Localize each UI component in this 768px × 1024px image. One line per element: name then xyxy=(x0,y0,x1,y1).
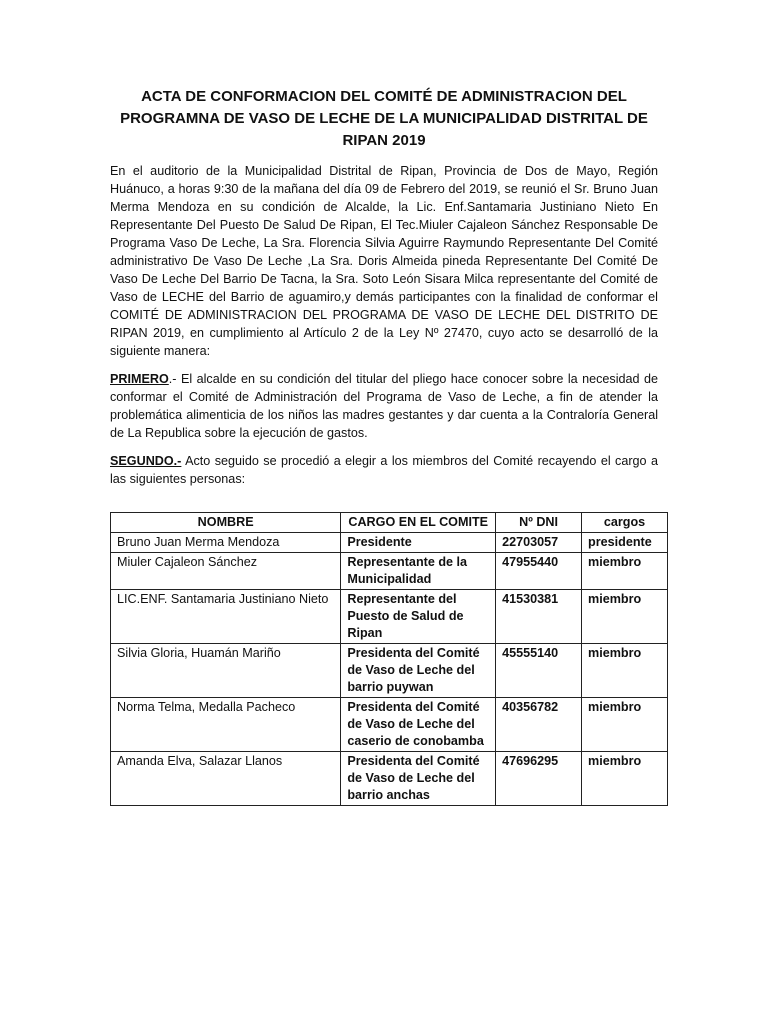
cell-dni: 40356782 xyxy=(496,698,582,752)
cell-nombre: Bruno Juan Merma Mendoza xyxy=(111,533,341,553)
cell-cargo: miembro xyxy=(582,752,668,806)
cell-cargo: presidente xyxy=(582,533,668,553)
document-body xyxy=(110,162,658,498)
cell-cargo-comite: Presidenta del Comité de Vaso de Leche del barrio puywan xyxy=(341,644,496,698)
cell-cargo-comite: Presidenta del Comité de Vaso de Leche del caserio de conobamba xyxy=(341,698,496,752)
cell-cargo-comite: Presidenta del Comité de Vaso de Leche del barrio anchas xyxy=(341,752,496,806)
table-row xyxy=(111,553,668,590)
intro-paragraph: En el auditorio de la Municipalidad Distrital de Ripan, Provincia de Dos de Mayo, Región Huánuco, a horas 9:30 de la mañana del día 09 de Febrero del 2019, se reunió el Sr. Bruno Juan Merma Mendoza en su condición de Alcalde, la Lic. Enf.Santamaria Justiniano Nieto En Representante Del Puesto De Salud De Ripan, El Tec.Miuler Cajaleon Sánchez Responsable De Programa Vaso De Leche, La Sra. Florencia Silvia Aguirre Raymundo Representante Del Comité administrativo De Vaso De Leche ,La Sra. Doris Almeida pineda Representante Del Comité De Vaso De Leche Del Barrio De Tacna, la Sra. Soto León Sisara Milca representante del Comité de Vaso de LECHE del Barrio de aguamiro,y demás participantes con la finalidad de conformar el COMITÉ DE ADMINISTRACION DEL PROGRAMA DE VASO DE LECHE DEL DISTRITO DE RIPAN 2019, en cumplimiento al Artículo 2 de la Ley Nº 27470, cuyo acto se desarrolló de la siguiente manera: xyxy=(110,164,658,358)
table-row xyxy=(111,590,668,644)
cell-dni: 22703057 xyxy=(496,533,582,553)
cell-cargo-comite: Representante del Puesto de Salud de Ripan xyxy=(341,590,496,644)
cell-nombre: Miuler Cajaleon Sánchez xyxy=(111,553,341,590)
segundo-label: SEGUNDO.- xyxy=(110,454,182,468)
cell-dni: 47696295 xyxy=(496,752,582,806)
table-header-row xyxy=(111,513,668,533)
cell-dni: 47955440 xyxy=(496,553,582,590)
cell-cargo: miembro xyxy=(582,553,668,590)
segundo-text: Acto seguido se procedió a elegir a los miembros del Comité recayendo el cargo a las siguientes personas: xyxy=(110,454,658,486)
primero-text: .- El alcalde en su condición del titular del pliego hace conocer sobre la necesidad de conformar el Comité de Administración del Programa de Vaso de Leche, a fin de atender la problemática alimenticia de los niños las madres gestantes y dar cuenta a la Contraloría General de La Republica sobre la ejecución de gastos. xyxy=(110,372,658,440)
table-row xyxy=(111,698,668,752)
document-title: ACTA DE CONFORMACION DEL COMITÉ DE ADMINISTRACION DEL PROGRAMNA DE VASO DE LECHE DE LA MUNICIPALIDAD DISTRITAL DE RIPAN 2019 xyxy=(120,88,648,149)
table-row xyxy=(111,644,668,698)
cell-nombre: Amanda Elva, Salazar Llanos xyxy=(111,752,341,806)
header-cargo-comite: CARGO EN EL COMITE xyxy=(341,513,496,533)
cell-cargo-comite: Presidente xyxy=(341,533,496,553)
table-row xyxy=(111,533,668,553)
cell-cargo: miembro xyxy=(582,590,668,644)
header-cargos: cargos xyxy=(582,513,668,533)
table-row xyxy=(111,752,668,806)
primero-paragraph xyxy=(110,370,658,442)
header-dni: Nº DNI xyxy=(496,513,582,533)
cell-cargo: miembro xyxy=(582,698,668,752)
members-table xyxy=(110,512,668,806)
cell-nombre: Silvia Gloria, Huamán Mariño xyxy=(111,644,341,698)
cell-nombre: Norma Telma, Medalla Pacheco xyxy=(111,698,341,752)
header-nombre: NOMBRE xyxy=(111,513,341,533)
cell-dni: 41530381 xyxy=(496,590,582,644)
primero-label: PRIMERO xyxy=(110,372,169,386)
cell-cargo-comite: Representante de la Municipalidad xyxy=(341,553,496,590)
cell-dni: 45555140 xyxy=(496,644,582,698)
segundo-paragraph xyxy=(110,452,658,488)
cell-nombre: LIC.ENF. Santamaria Justiniano Nieto xyxy=(111,590,341,644)
cell-cargo: miembro xyxy=(582,644,668,698)
